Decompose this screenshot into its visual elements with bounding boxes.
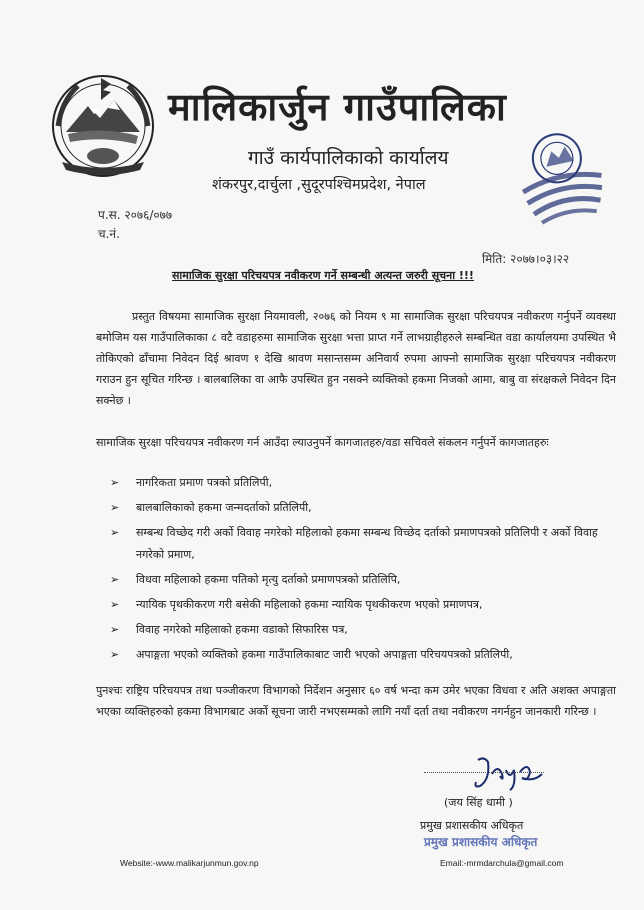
nepal-emblem-icon (48, 70, 158, 178)
body-paragraph-1: प्रस्तुत विषयमा सामाजिक सुरक्षा नियमावली, २०७६ को नियम ९ मा सामाजिक सुरक्षा परिचयपत्र नवीकरण गर्नुपर्ने व्यवस्था बमोजिम यस गाउँपालिकाका ८ वटै वडाहरुमा सामाजिक सुरक्षा भत्ता प्राप्त गर्ने लाभग्राहीहरुले सम्बन्धित वडा कार्यालयमा उपस्थित भै तोकिएको ढाँचामा निवेदन दिई श्रावण १ देखि श्रावण मसान्तसम्म अनिवार्य रुपमा आफ्नो सामाजिक सुरक्षा परिचयपत्र नवीकरण गराउन हुन सूचित गरिन्छ । बालबालिका वा आफै उपस्थित हुन नसक्ने व्यक्तिको हकमा निजको आमा, बाबु वा संरक्षकले निवेदन दिन सक्नेछ । (96, 310, 616, 407)
dispatch-number: च.नं. (98, 227, 120, 241)
footer-email: Email:-mrmdarchula@gmail.com (440, 858, 564, 868)
list-item: ➢ सम्बन्ध विच्छेद गरी अर्को विवाह नगरेको महिलाको हकमा सम्बन्ध विच्छेद दर्ताको प्रमाणपत्रको प्रतिलिपी र अर्को विवाह नगरेको प्रमाण, (110, 522, 620, 566)
list-item: ➢ विवाह नगरेको महिलाको हकमा वडाको सिफारिस पत्र, (110, 619, 620, 641)
reference-number: प.स. २०७६/०७७ (98, 208, 173, 222)
list-item: ➢ अपाङ्गता भएको व्यक्तिको हकमा गाउँपालिकाबाट जारी भएको अपाङ्गता परिचयपत्रको प्रतिलिपी, (110, 644, 620, 666)
arrow-bullet-icon: ➢ (110, 501, 120, 514)
arrow-bullet-icon: ➢ (110, 476, 120, 489)
signatory-title: प्रमुख प्रशासकीय अधिकृत (420, 819, 524, 832)
notice-subject: सामाजिक सुरक्षा परिचयपत्र नवीकरण गर्ने सम्बन्धी अत्यन्त जरुरी सूचना !!! (172, 269, 474, 282)
office-seal-stamp-icon (500, 118, 620, 228)
arrow-bullet-icon: ➢ (110, 573, 120, 586)
list-item: ➢ विधवा महिलाको हकमा पतिको मृत्यु दर्ताको प्रमाणपत्रको प्रतिलिपि, (110, 569, 620, 591)
list-item: ➢ बालबालिकाको हकमा जन्मदर्ताको प्रतिलिपी, (110, 497, 620, 519)
required-documents-list (110, 472, 620, 669)
footer-website: Website:-www.malikarjunmun.gov.np (120, 858, 259, 868)
signature-line (424, 772, 544, 773)
arrow-bullet-icon: ➢ (110, 526, 120, 539)
postscript-note: पुनश्चः राष्ट्रिय परिचयपत्र तथा पञ्जीकरण विभागको निर्देशन अनुसार ६० वर्ष भन्दा कम उमेर भएका विधवा र अति अशक्त अपाङ्गता भएका व्यक्तिहरुको हकमा विभागबाट अर्को सूचना जारी नभएसम्मको लागि नयाँ दर्ता तथा नवीकरण नगर्नहुन जानकारी गरिन्छ । (96, 684, 616, 718)
body-paragraph-2: सामाजिक सुरक्षा परिचयपत्र नवीकरण गर्न आउँदा ल्याउनुपर्ने कागजातहरु/वडा सचिवले संकलन गर्नुपर्ने कागजातहरुः (96, 436, 549, 449)
arrow-bullet-icon: ➢ (110, 648, 120, 661)
signatory-name: (जय सिंह धामी ) (444, 796, 513, 809)
org-name: मालिकार्जुन गाउँपालिका (168, 85, 507, 129)
notice-date: मिति: २०७७।०३।२२ (482, 252, 570, 266)
office-address: शंकरपुर,दार्चुला ,सुदूरपश्चिमप्रदेश, नेपाल (212, 177, 426, 193)
arrow-bullet-icon: ➢ (110, 598, 120, 611)
office-name: गाउँ कार्यपालिकाको कार्यालय (248, 147, 449, 169)
designation-stamp: प्रमुख प्रशासकीय अधिकृत (424, 835, 538, 849)
list-item: ➢ नागरिकता प्रमाण पत्रको प्रतिलिपी, (110, 472, 620, 494)
arrow-bullet-icon: ➢ (110, 623, 120, 636)
list-item: ➢ न्यायिक पृथकीकरण गरी बसेकी महिलाको हकमा न्यायिक पृथकीकरण भएको प्रमाणपत्र, (110, 594, 620, 616)
